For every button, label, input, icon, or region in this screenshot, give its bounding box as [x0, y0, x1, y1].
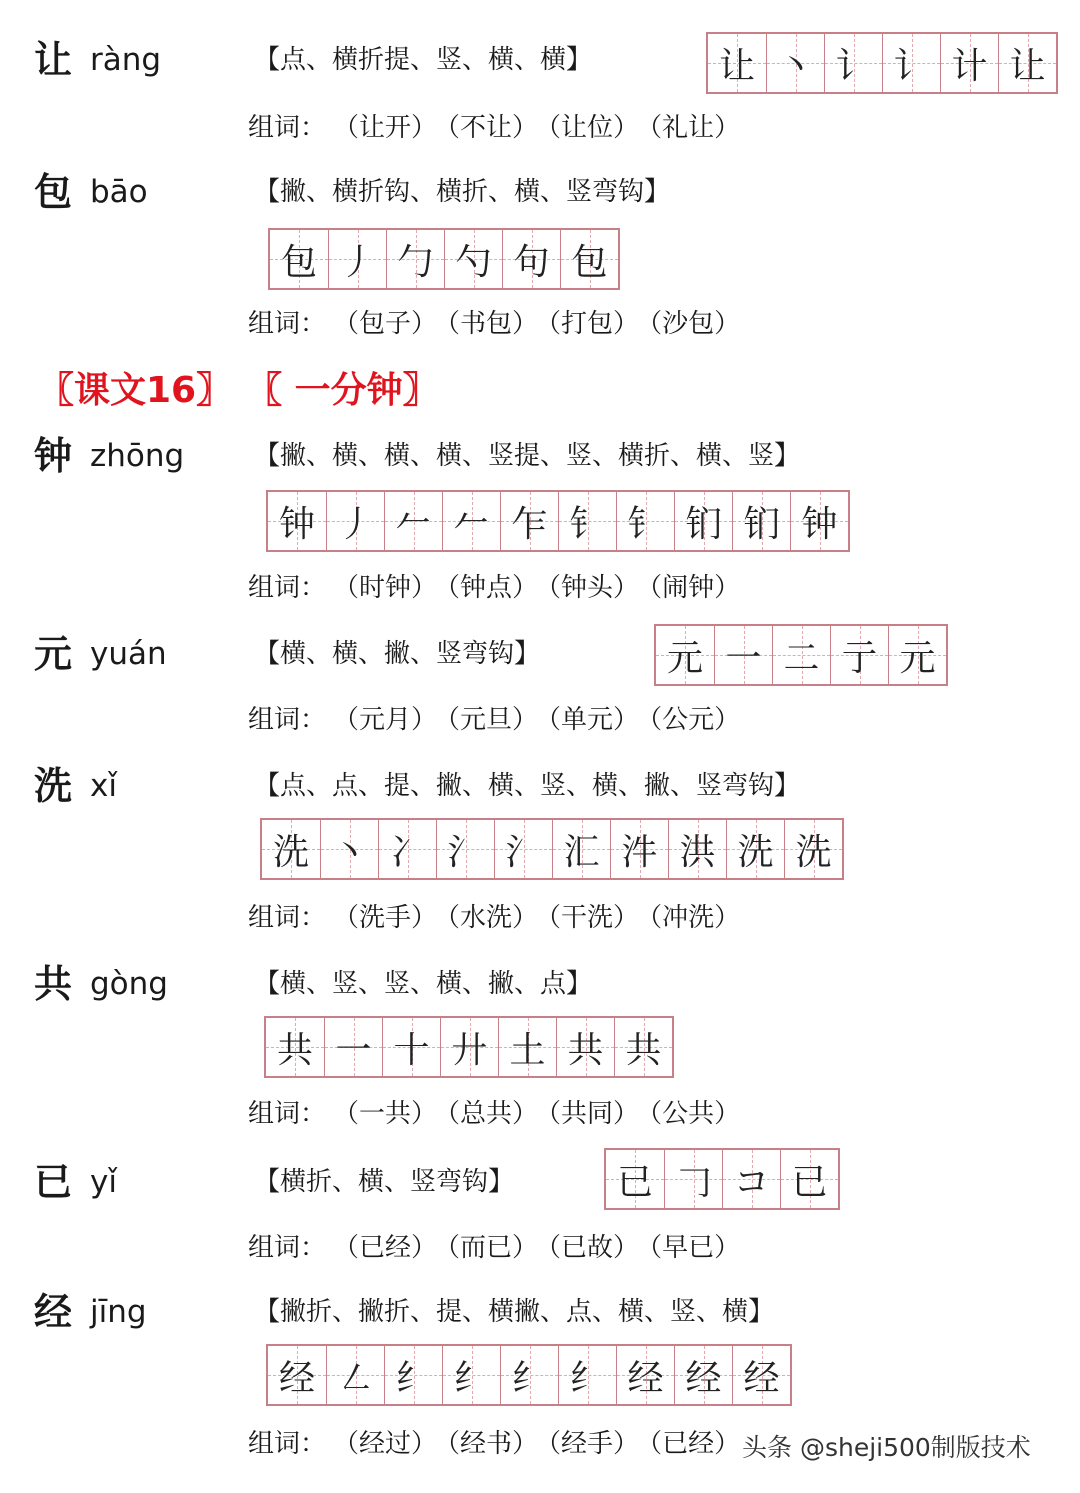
- stroke-step-cell: 十: [382, 1018, 440, 1076]
- stroke-order-text: 【点、点、提、撇、横、竖、横、撇、竖弯钩】: [254, 771, 801, 801]
- entry-character: 让: [34, 38, 73, 82]
- stroke-grid: [266, 490, 850, 552]
- word-example: （钟点）: [447, 573, 539, 603]
- stroke-order-text: 【横折、横、竖弯钩】: [254, 1167, 515, 1197]
- stroke-step-cell: 纟: [384, 1346, 442, 1404]
- word-example: （冲洗）: [649, 903, 741, 933]
- word-example: （打包）: [548, 309, 640, 339]
- stroke-step-cell: 钟: [790, 492, 848, 550]
- stroke-step-cell: 纟: [500, 1346, 558, 1404]
- stroke-step-cell: 经: [674, 1346, 732, 1404]
- stroke-step-cell: 钅: [616, 492, 674, 550]
- words-label: 组词：: [248, 1099, 327, 1129]
- stroke-order-text: 【撇折、撇折、提、横撇、点、横、竖、横】: [254, 1297, 775, 1327]
- stroke-step-cell: 洗: [726, 820, 784, 878]
- lesson-title: 〖 一分钟〗: [246, 370, 439, 411]
- entry-character: 元: [34, 632, 73, 676]
- word-example: （水洗）: [447, 903, 539, 933]
- word-example: （已经）: [346, 1233, 438, 1263]
- watermark-text: 头条 @sheji500制版技术: [742, 1428, 1031, 1468]
- word-example: （书包）: [447, 309, 539, 339]
- words-label: 组词：: [248, 705, 327, 735]
- stroke-step-cell: 氵: [436, 820, 494, 878]
- entry-pinyin: jīng: [90, 1294, 147, 1330]
- stroke-grid: [266, 1344, 792, 1406]
- word-examples: [248, 898, 750, 938]
- word-example: （钟头）: [548, 573, 640, 603]
- word-examples: [248, 108, 750, 148]
- stroke-grid: [654, 624, 948, 686]
- stroke-step-cell: 土: [498, 1018, 556, 1076]
- stroke-step-cell: 廾: [440, 1018, 498, 1076]
- entry-character: 包: [34, 170, 73, 214]
- stroke-step-cell: 纟: [558, 1346, 616, 1404]
- stroke-step-cell: コ: [722, 1150, 780, 1208]
- stroke-step-cell: 丶: [320, 820, 378, 878]
- stroke-step-cell: 丿: [326, 492, 384, 550]
- entry-pinyin: ràng: [90, 42, 162, 78]
- word-example: （干洗）: [548, 903, 640, 933]
- word-examples: [248, 700, 750, 740]
- word-example: （时钟）: [346, 573, 438, 603]
- entry-character: 洗: [34, 764, 73, 808]
- stroke-step-cell: 𠂉: [442, 492, 500, 550]
- stroke-step-cell: 𠂉: [384, 492, 442, 550]
- words-label: 组词：: [248, 903, 327, 933]
- stroke-step-cell: 汇: [552, 820, 610, 878]
- stroke-step-cell: 共: [556, 1018, 614, 1076]
- word-example: （已经）: [649, 1429, 741, 1459]
- stroke-step-cell: 讠: [882, 34, 940, 92]
- word-example: （不让）: [447, 113, 539, 143]
- stroke-step-cell: 共: [266, 1018, 324, 1076]
- stroke-order-text: 【撇、横、横、横、竖提、竖、横折、横、竖】: [254, 441, 801, 471]
- word-example: （闹钟）: [649, 573, 741, 603]
- entry-character: 钟: [34, 434, 73, 478]
- word-examples: [248, 1424, 750, 1464]
- stroke-step-cell: 经: [616, 1346, 674, 1404]
- stroke-step-cell: 乍: [500, 492, 558, 550]
- word-example: （经过）: [346, 1429, 438, 1459]
- stroke-step-cell: 二: [772, 626, 830, 684]
- stroke-step-cell: 钔: [674, 492, 732, 550]
- words-label: 组词：: [248, 573, 327, 603]
- word-examples: [248, 568, 750, 608]
- stroke-step-cell: 勹: [386, 230, 444, 288]
- word-example: （让位）: [548, 113, 640, 143]
- lesson-heading: [38, 366, 439, 416]
- stroke-step-cell: 句: [502, 230, 560, 288]
- entry-pinyin: bāo: [90, 174, 148, 210]
- word-examples: [248, 304, 750, 344]
- entry-character: 经: [34, 1290, 73, 1334]
- lesson-number: 〖课文16〗: [38, 370, 233, 411]
- stroke-step-cell: 已: [780, 1150, 838, 1208]
- stroke-step-cell: 讠: [824, 34, 882, 92]
- stroke-step-cell: 纟: [442, 1346, 500, 1404]
- stroke-step-cell: 洪: [668, 820, 726, 878]
- stroke-grid: [268, 228, 620, 290]
- stroke-step-cell: 经: [732, 1346, 790, 1404]
- stroke-step-cell: 冫: [378, 820, 436, 878]
- stroke-order-text: 【点、横折提、竖、横、横】: [254, 45, 593, 75]
- stroke-step-cell: 汼: [610, 820, 668, 878]
- stroke-step-cell: 𠃌: [664, 1150, 722, 1208]
- word-example: （早已）: [649, 1233, 741, 1263]
- entry-pinyin: yǐ: [90, 1164, 117, 1200]
- stroke-step-cell: ㇜: [326, 1346, 384, 1404]
- stroke-grid: [706, 32, 1058, 94]
- stroke-step-cell: 已: [606, 1150, 664, 1208]
- entry-pinyin: xǐ: [90, 768, 117, 804]
- stroke-step-cell: 洗: [784, 820, 842, 878]
- stroke-step-cell: 包: [560, 230, 618, 288]
- stroke-grid: [264, 1016, 674, 1078]
- stroke-step-cell: 氵: [494, 820, 552, 878]
- word-example: （元旦）: [447, 705, 539, 735]
- stroke-grid: [604, 1148, 840, 1210]
- stroke-step-cell: 勺: [444, 230, 502, 288]
- stroke-step-cell: 经: [268, 1346, 326, 1404]
- entry-pinyin: gòng: [90, 966, 168, 1002]
- stroke-step-cell: 亍: [830, 626, 888, 684]
- word-example: （一共）: [346, 1099, 438, 1129]
- word-example: （而已）: [447, 1233, 539, 1263]
- word-example: （共同）: [548, 1099, 640, 1129]
- entry-character: 已: [34, 1160, 73, 1204]
- stroke-step-cell: 洗: [262, 820, 320, 878]
- stroke-grid: [260, 818, 844, 880]
- word-example: （单元）: [548, 705, 640, 735]
- stroke-step-cell: 丶: [766, 34, 824, 92]
- stroke-step-cell: 让: [998, 34, 1056, 92]
- entry-character: 共: [34, 962, 73, 1006]
- entry-pinyin: yuán: [90, 636, 167, 672]
- stroke-step-cell: 元: [888, 626, 946, 684]
- stroke-step-cell: 丿: [328, 230, 386, 288]
- word-example: （公共）: [649, 1099, 741, 1129]
- word-example: （包子）: [346, 309, 438, 339]
- words-label: 组词：: [248, 1233, 327, 1263]
- word-example: （已故）: [548, 1233, 640, 1263]
- stroke-step-cell: 包: [270, 230, 328, 288]
- word-example: （总共）: [447, 1099, 539, 1129]
- word-example: （经书）: [447, 1429, 539, 1459]
- word-example: （公元）: [649, 705, 741, 735]
- stroke-order-text: 【横、横、撇、竖弯钩】: [254, 639, 541, 669]
- stroke-step-cell: 共: [614, 1018, 672, 1076]
- stroke-order-text: 【横、竖、竖、横、撇、点】: [254, 969, 593, 999]
- word-examples: [248, 1228, 750, 1268]
- word-example: （元月）: [346, 705, 438, 735]
- word-example: （洗手）: [346, 903, 438, 933]
- stroke-step-cell: 计: [940, 34, 998, 92]
- words-label: 组词：: [248, 113, 327, 143]
- entry-pinyin: zhōng: [90, 438, 185, 474]
- stroke-step-cell: 钔: [732, 492, 790, 550]
- stroke-step-cell: 一: [714, 626, 772, 684]
- words-label: 组词：: [248, 309, 327, 339]
- stroke-step-cell: 让: [708, 34, 766, 92]
- stroke-order-text: 【撇、横折钩、横折、横、竖弯钩】: [254, 177, 671, 207]
- word-example: （让开）: [346, 113, 438, 143]
- word-example: （沙包）: [649, 309, 741, 339]
- stroke-step-cell: 钅: [558, 492, 616, 550]
- stroke-step-cell: 一: [324, 1018, 382, 1076]
- word-examples: [248, 1094, 750, 1134]
- stroke-step-cell: 元: [656, 626, 714, 684]
- words-label: 组词：: [248, 1429, 327, 1459]
- word-example: （经手）: [548, 1429, 640, 1459]
- word-example: （礼让）: [649, 113, 741, 143]
- stroke-step-cell: 钟: [268, 492, 326, 550]
